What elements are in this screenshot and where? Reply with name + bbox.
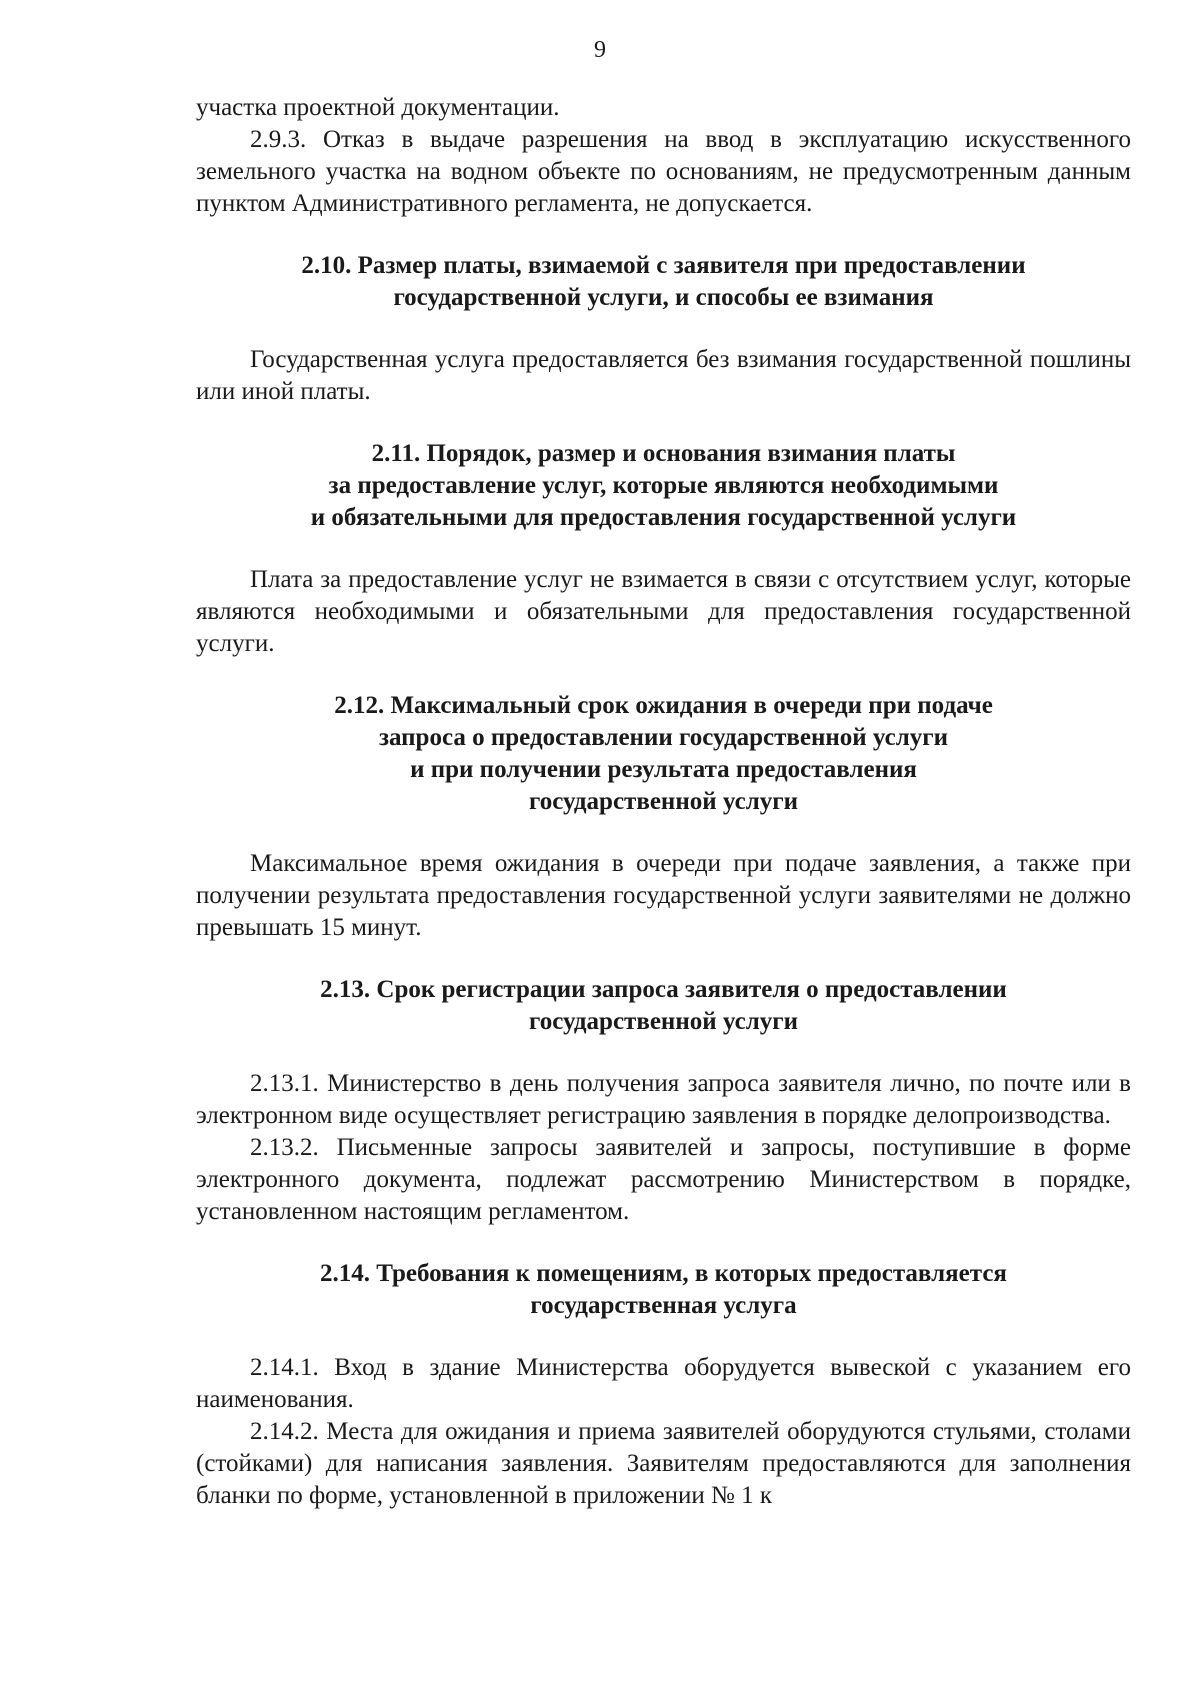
heading-line: государственной услуги, и способы ее взимания [393, 284, 934, 311]
paragraph-2-14-2: 2.14.2. Места для ожидания и приема заявителей оборудуются стульями, столами (стойками) для написания заявления. Заявителям предоставляются для заполнения бланки по форме, установленной в приложении № 1 к [196, 1418, 1131, 1509]
heading-line: 2.12. Максимальный срок ожидания в очереди при подаче [334, 692, 993, 719]
paragraph-2-11: Плата за предоставление услуг не взимается в связи с отсутствием услуг, которые являются необходимыми и обязательными для предоставления государственной услуги. [196, 566, 1131, 657]
heading-line: 2.10. Размер платы, взимаемой с заявителя при предоставлении [301, 252, 1026, 279]
document-body [196, 92, 1131, 1512]
heading-2-13 [196, 974, 1131, 1038]
paragraph-2-14-1: 2.14.1. Вход в здание Министерства оборудуется вывеской с указанием его наименования. [196, 1354, 1131, 1413]
heading-line: и при получении результата предоставления [410, 756, 917, 783]
heading-line: и обязательными для предоставления государственной услуги [310, 504, 1017, 531]
heading-2-14 [196, 1258, 1131, 1322]
paragraph-2-13-2: 2.13.2. Письменные запросы заявителей и запросы, поступившие в форме электронного документа, подлежат рассмотрению Министерством в порядке, установленном настоящим регламентом. [196, 1134, 1131, 1225]
heading-line: 2.11. Порядок, размер и основания взимания платы [371, 440, 956, 467]
heading-line: за предоставление услуг, которые являются необходимыми [328, 472, 999, 499]
heading-2-11 [196, 438, 1131, 534]
paragraph-2-12: Максимальное время ожидания в очереди при подаче заявления, а также при получении результата предоставления государственной услуги заявителями не должно превышать 15 минут. [196, 850, 1131, 941]
paragraph-2-10: Государственная услуга предоставляется без взимания государственной пошлины или иной платы. [196, 346, 1131, 405]
heading-2-10 [196, 250, 1131, 314]
heading-line: 2.13. Срок регистрации запроса заявителя о предоставлении [320, 976, 1007, 1003]
heading-line: государственной услуги [528, 788, 799, 815]
paragraph-intro: участка проектной документации. [196, 94, 560, 121]
heading-line: 2.14. Требования к помещениям, в которых предоставляется [320, 1260, 1007, 1287]
page-number: 9 [594, 37, 606, 63]
paragraph-2-9-3: 2.9.3. Отказ в выдаче разрешения на ввод в эксплуатацию искусственного земельного участка на водном объекте по основаниям, не предусмотренным данным пунктом Административного регламента, не допускается. [196, 126, 1131, 217]
heading-2-12 [196, 690, 1131, 818]
heading-line: государственной услуги [528, 1008, 799, 1035]
heading-line: государственная услуга [530, 1292, 797, 1319]
heading-line: запроса о предоставлении государственной услуги [378, 724, 949, 751]
paragraph-2-13-1: 2.13.1. Министерство в день получения запроса заявителя лично, по почте или в электронном виде осуществляет регистрацию заявления в порядке делопроизводства. [196, 1070, 1131, 1129]
